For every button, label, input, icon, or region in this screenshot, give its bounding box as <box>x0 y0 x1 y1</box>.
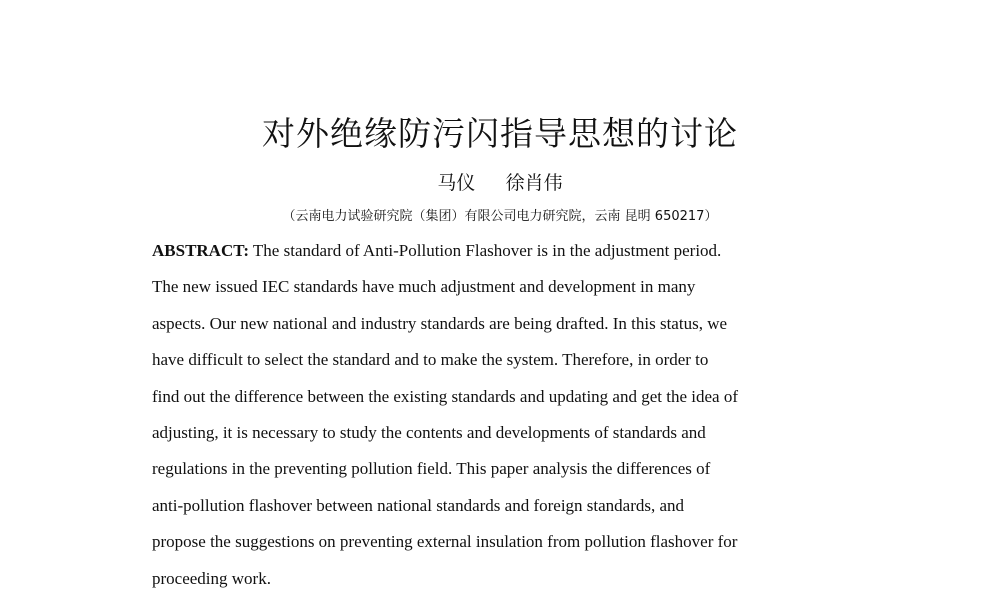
abstract-line: find out the difference between the existing standards and updating and get the idea of <box>152 386 738 406</box>
abstract-line-text: The standard of Anti-Pollution Flashover is in the adjustment period. <box>248 241 722 260</box>
abstract-line: have difficult to select the standard and to make the system. Therefore, in order to <box>152 350 709 370</box>
abstract-line: adjusting, it is necessary to study the contents and developments of standards and <box>152 422 706 442</box>
abstract <box>152 233 852 597</box>
abstract-line: aspects. Our new national and industry standards are being drafted. In this status, we <box>152 313 728 333</box>
abstract-line: The new issued IEC standards have much adjustment and development in many <box>152 277 696 297</box>
abstract-label: ABSTRACT: <box>152 241 249 260</box>
abstract-line: propose the suggestions on preventing external insulation from pollution flashover for <box>152 532 738 552</box>
abstract-line: proceeding work. <box>152 568 271 588</box>
abstract-line: anti-pollution flashover between national standards and foreign standards, and <box>152 495 685 515</box>
abstract-line: regulations in the preventing pollution field. This paper analysis the differences of <box>152 459 711 479</box>
paper-title: 对外绝缘防污闪指导思想的讨论 <box>262 114 738 153</box>
abstract-line <box>152 233 852 269</box>
paper-authors: 马仪 徐肖伟 <box>437 172 563 194</box>
author-affiliation: （云南电力试验研究院（集团）有限公司电力研究院，云南 昆明 650217） <box>282 209 718 224</box>
